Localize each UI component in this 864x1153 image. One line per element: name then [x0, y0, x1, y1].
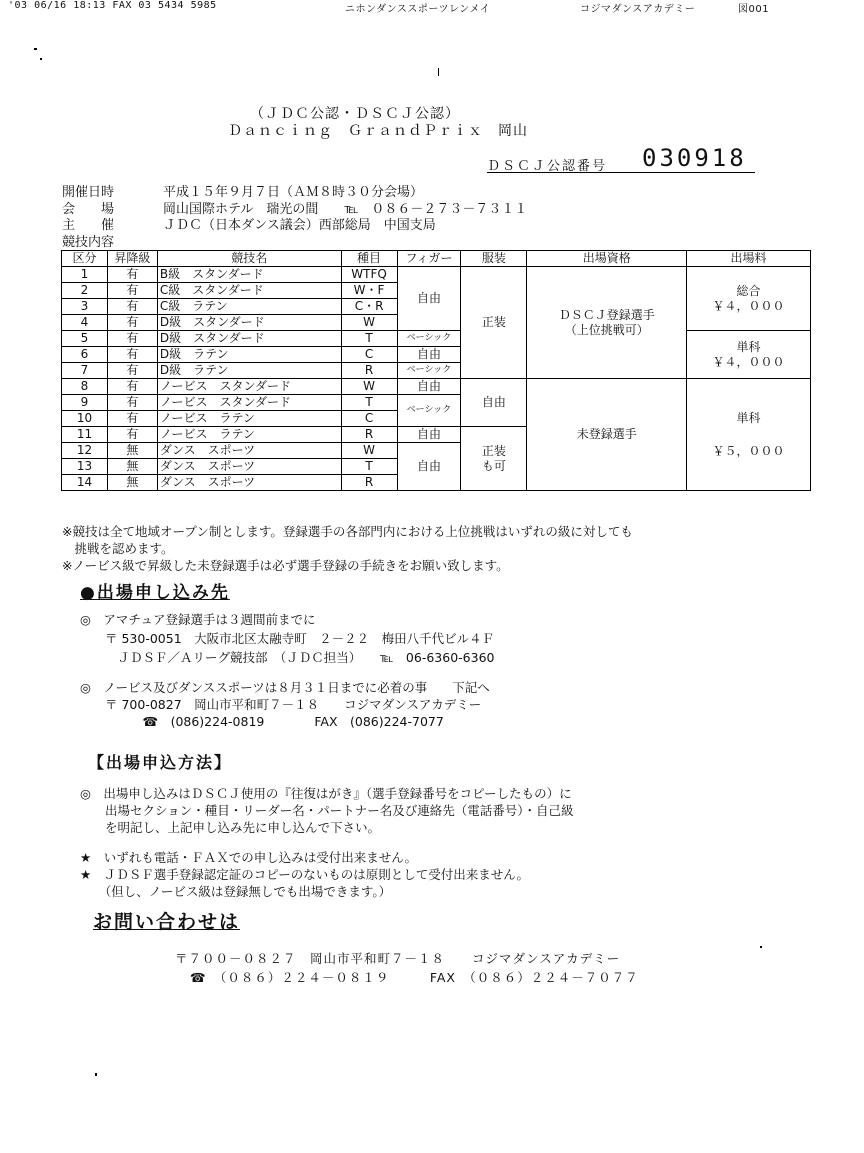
table-row: [62, 331, 811, 347]
row-promo: 無: [107, 443, 157, 459]
qualification-registered-line2: （上位挑戦可）: [564, 322, 649, 337]
table-row: [62, 267, 811, 283]
row-name: ダンス スポーツ: [157, 459, 341, 475]
row-promo: 有: [107, 411, 157, 427]
fee-total-value: ￥４，０００: [712, 298, 785, 313]
star-line-2: ★ ＪＤＳＦ選手登録認定証のコピーのないものは原則として受付出来ません。: [80, 867, 529, 882]
fee-total: [687, 267, 811, 331]
row-event: W: [341, 379, 397, 395]
apply-a-line-2: 〒 530-0051 大阪市北区太融寺町 ２－２２ 梅田八千代ビル４Ｆ: [80, 631, 495, 646]
method-line-2: 出場セクション・種目・リーダー名・パートナー名及び連絡先（電話番号）・自己級: [80, 803, 574, 818]
row-promo: 有: [107, 347, 157, 363]
scan-speck: [760, 946, 762, 948]
row-event: R: [341, 363, 397, 379]
row-event: C: [341, 411, 397, 427]
row-promo: 有: [107, 283, 157, 299]
info-organizer-label: 主 催: [62, 218, 115, 233]
header-dress: 服装: [461, 251, 527, 267]
apply-b-line-1: ◎ ノービス及びダンススポーツは８月３１日までに必着の事 下記へ: [80, 680, 490, 695]
contact-address: 〒７００－０８２７ 岡山市平和町７－１８ コジマダンスアカデミー: [175, 951, 621, 966]
scan-speck: [34, 48, 37, 50]
note-line-1: ※競技は全て地域オープン制とします。登録選手の各部門内における上位挑戦はいずれの級に対しても: [62, 524, 633, 539]
row-no: 6: [62, 347, 108, 363]
apply-a-line-1: ◎ アマチュア登録選手は３週間前までに: [80, 612, 316, 627]
row-name: ダンス スポーツ: [157, 475, 341, 491]
figure-basic-1: ベーシック: [397, 331, 461, 347]
contact-heading: お問い合わせは: [93, 911, 241, 933]
row-name: D級 ラテン: [157, 347, 341, 363]
method-line-1: ◎ 出場申し込みはＤＳＣＪ使用の『往復はがき』（選手登録番号をコピーしたもの）に: [80, 786, 572, 801]
qualification-registered-line1: ＤＳＣＪ登録選手: [558, 307, 655, 322]
row-promo: 有: [107, 395, 157, 411]
approval-value: 030918: [642, 144, 747, 172]
row-promo: 有: [107, 379, 157, 395]
row-promo: 有: [107, 267, 157, 283]
row-no: 12: [62, 443, 108, 459]
row-promo: 無: [107, 475, 157, 491]
star-line-1: ★ いずれも電話・ＦＡＸでの申し込みは受付出来ません。: [80, 850, 417, 865]
info-venue-value: 岡山国際ホテル 瑞光の間 ℡ ０８６－２７３－７３１１: [163, 202, 528, 217]
header-fee: 出場料: [687, 251, 811, 267]
scan-speck: [95, 1073, 97, 1076]
qualification-registered: [527, 267, 687, 379]
row-event: T: [341, 331, 397, 347]
note-line-3: ※ノービス級で昇級した未登録選手は必ず選手登録の手続きをお願い致します。: [62, 558, 509, 573]
approval-number: [487, 144, 755, 174]
row-promo: 有: [107, 331, 157, 347]
row-name: D級 スタンダード: [157, 331, 341, 347]
info-date-value: 平成１５年９月７日（ＡＭ８時３０分会場）: [163, 185, 424, 200]
scan-speck: [40, 58, 42, 60]
fax-header-sender: ニホンダンススポーツレンメイ: [345, 4, 491, 15]
figure-free-3: 自由: [397, 379, 461, 395]
contact-phone-fax: ☎ （０８６）２２４－０８１９ FAX （０８６）２２４－７０７７: [190, 970, 639, 985]
row-promo: 有: [107, 299, 157, 315]
row-promo: 有: [107, 427, 157, 443]
approval-label: ＤＳＣＪ公認番号: [487, 159, 608, 174]
info-organizer-value: ＪＤＣ（日本ダンス議会）西部総局 中国支局: [163, 218, 436, 233]
dress-free: 自由: [461, 379, 527, 427]
header-dance: 種目: [341, 251, 397, 267]
row-promo: 無: [107, 459, 157, 475]
note-line-2: 挑戦を認めます。: [62, 541, 174, 556]
table-header-row: [62, 251, 811, 267]
info-venue-label: 会 場: [62, 202, 115, 217]
figure-free-2: 自由: [397, 347, 461, 363]
row-name: ノービス スタンダード: [157, 379, 341, 395]
row-event: C: [341, 347, 397, 363]
row-no: 3: [62, 299, 108, 315]
row-event: WTFQ: [341, 267, 397, 283]
row-promo: 有: [107, 315, 157, 331]
row-no: 8: [62, 379, 108, 395]
row-name: D級 ラテン: [157, 363, 341, 379]
fee-single-label: 単科: [736, 339, 761, 354]
method-heading: 【出場申込方法】: [88, 753, 233, 772]
fee-single-2-label: 単科: [736, 410, 761, 425]
fee-total-label: 総合: [736, 283, 761, 298]
row-name: ノービス ラテン: [157, 427, 341, 443]
fee-single-2-value: ￥５，０００: [712, 443, 785, 458]
apply-a-line-3: ＪＤＳＦ／Ａリーグ競技部 （ＪＤＣ担当） ℡ 06-6360-6360: [80, 650, 495, 665]
fee-single: [687, 331, 811, 379]
row-no: 1: [62, 267, 108, 283]
header-qualification: 出場資格: [527, 251, 687, 267]
row-name: C級 ラテン: [157, 299, 341, 315]
row-event: T: [341, 395, 397, 411]
method-line-3: を明記し、上記申し込み先に申し込んで下さい。: [80, 820, 381, 835]
star-line-3: （但し、ノービス級は登録無しでも出場できます。）: [80, 884, 392, 899]
row-no: 14: [62, 475, 108, 491]
row-promo: 有: [107, 363, 157, 379]
dress-formal-ok-line1: 正装: [481, 443, 506, 458]
row-no: 4: [62, 315, 108, 331]
title-line1: （ＪＤＣ公認・ＤＳＣＪ公認）: [250, 106, 460, 122]
info-contents-label: 競技内容: [62, 235, 115, 250]
title-line2: Ｄａｎｃｉｎｇ ＧｒａｎｄＰｒｉｘ 岡山: [228, 123, 528, 139]
row-name: C級 スタンダード: [157, 283, 341, 299]
row-name: ノービス ラテン: [157, 411, 341, 427]
fax-header-left: '03 06/16 18:13 FAX 03 5434 5985: [8, 0, 217, 11]
row-no: 7: [62, 363, 108, 379]
row-event: R: [341, 475, 397, 491]
row-name: ノービス スタンダード: [157, 395, 341, 411]
figure-basic-3: ベーシック: [397, 395, 461, 427]
dress-formal-ok-line2: も可: [481, 458, 506, 473]
dress-formal: 正装: [461, 267, 527, 379]
fax-header-recipient: コジマダンスアカデミー: [580, 4, 696, 15]
row-event: W: [341, 315, 397, 331]
figure-free-5: 自由: [397, 443, 461, 491]
row-name: D級 スタンダード: [157, 315, 341, 331]
info-date-label: 開催日時: [62, 185, 115, 200]
figure-basic-2: ベーシック: [397, 363, 461, 379]
row-event: C・R: [341, 299, 397, 315]
table-row: [62, 379, 811, 395]
apply-b-line-2: 〒 700-0827 岡山市平和町７－１８ コジマダンスアカデミー: [80, 697, 482, 712]
header-division: 区分: [62, 251, 108, 267]
row-no: 11: [62, 427, 108, 443]
qualification-unregistered: 未登録選手: [527, 379, 687, 491]
row-no: 2: [62, 283, 108, 299]
row-event: R: [341, 427, 397, 443]
competition-table: [61, 250, 811, 491]
row-no: 13: [62, 459, 108, 475]
row-no: 5: [62, 331, 108, 347]
figure-free-1: 自由: [397, 267, 461, 331]
apply-b-line-3: ☎ (086)224-0819 FAX (086)224-7077: [80, 714, 444, 729]
fee-single-value: ￥４，０００: [712, 354, 785, 369]
row-event: W: [341, 443, 397, 459]
row-event: T: [341, 459, 397, 475]
header-event-name: 競技名: [157, 251, 341, 267]
fax-page-number: 図001: [738, 4, 770, 15]
row-event: W・F: [341, 283, 397, 299]
row-name: ダンス スポーツ: [157, 443, 341, 459]
row-name: B級 スタンダード: [157, 267, 341, 283]
fee-single-2: [687, 379, 811, 491]
row-no: 10: [62, 411, 108, 427]
figure-free-4: 自由: [397, 427, 461, 443]
scan-speck: [438, 68, 439, 76]
row-no: 9: [62, 395, 108, 411]
dress-formal-ok: [461, 427, 527, 491]
header-promotion: 昇降級: [107, 251, 157, 267]
apply-heading: ●出場申し込み先: [80, 583, 230, 603]
header-figure: フィガー: [397, 251, 461, 267]
